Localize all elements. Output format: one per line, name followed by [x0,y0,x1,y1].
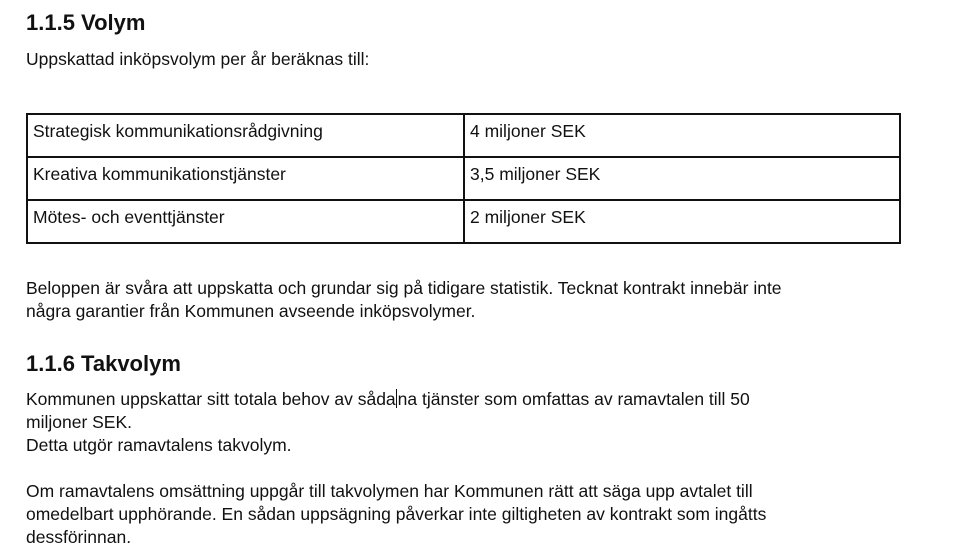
table-row [27,157,900,200]
takvolym-text-line: miljoner SEK. [26,412,133,432]
termination-line: omedelbart upphörande. En sådan uppsägning påverkar inte giltigheten av kontrakt som ingåtts [26,504,767,524]
volume-note-line: några garantier från Kommunen avseende inköpsvolymer. [26,301,476,321]
volume-note-line: Beloppen är svåra att uppskatta och grundar sig på tidigare statistik. Tecknat kontrakt innebär inte [26,278,782,298]
volume-intro-text: Uppskattad inköpsvolym per år beräknas till: [26,49,370,69]
table-cell-service: Kreativa kommunikationstjänster [27,157,464,200]
volume-table [26,113,901,244]
table-cell-volume: 2 miljoner SEK [464,200,900,243]
termination-paragraph [26,480,766,549]
takvolym-statement: Detta utgör ramavtalens takvolym. [26,435,292,455]
table-cell-service: Mötes- och eventtjänster [27,200,464,243]
table-row [27,114,900,157]
table-cell-volume: 4 miljoner SEK [464,114,900,157]
volume-note-paragraph [26,277,782,323]
section-heading-takvolym: 1.1.6 Takvolym [26,351,181,376]
section-heading-volym: 1.1.5 Volym [26,10,146,35]
takvolym-text-after-caret: na tjänster som omfattas av ramavtalen till 50 [397,389,750,409]
termination-line: Om ramavtalens omsättning uppgår till takvolymen har Kommunen rätt att säga upp avtalet till [26,481,753,501]
termination-line: dessförinnan. [26,527,132,547]
table-cell-service: Strategisk kommunikationsrådgivning [27,114,464,157]
takvolym-text-before-caret: Kommunen uppskattar sitt totala behov av såda [26,389,396,409]
table-cell-volume: 3,5 miljoner SEK [464,157,900,200]
table-row [27,200,900,243]
takvolym-paragraph[interactable] [26,388,750,434]
